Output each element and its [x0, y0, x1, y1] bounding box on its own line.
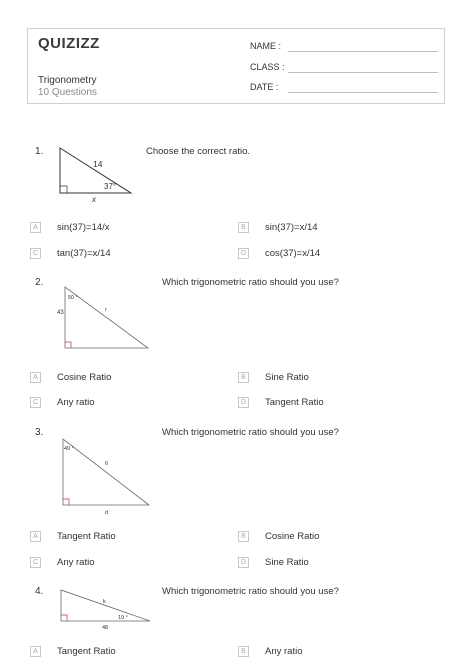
- question-text: Which trigonometric ratio should you use?: [162, 586, 339, 597]
- triangle-figure: [57, 285, 155, 355]
- option-text: sin(37)=x/14: [265, 222, 318, 233]
- name-field[interactable]: [250, 41, 286, 51]
- class-label: CLASS :: [250, 62, 285, 72]
- option-text: cos(37)=x/14: [265, 248, 321, 259]
- option-text: Sine Ratio: [265, 557, 309, 568]
- option-letter-box: A: [30, 646, 41, 657]
- option-text: Cosine Ratio: [57, 372, 112, 383]
- figure-hyp-label: r: [105, 307, 107, 313]
- worksheet-title: Trigonometry: [38, 75, 97, 86]
- figure-angle-label: 19 °: [118, 615, 128, 621]
- triangle-figure: [55, 145, 135, 205]
- date-field[interactable]: [250, 82, 286, 92]
- quizizz-logo: QUIZIZZ: [38, 35, 100, 52]
- date-label: DATE :: [250, 82, 279, 92]
- option-letter-box: B: [238, 222, 249, 233]
- option-letter-box: A: [30, 531, 41, 542]
- question-text: Which trigonometric ratio should you use?: [162, 427, 339, 438]
- worksheet-header: [27, 28, 445, 104]
- option-letter-box: C: [30, 397, 41, 408]
- question-count: 10 Questions: [38, 87, 97, 98]
- option-letter-box: B: [238, 372, 249, 383]
- option-letter-box: A: [30, 372, 41, 383]
- figure-base-label: x: [92, 195, 96, 204]
- option-text: Tangent Ratio: [57, 646, 116, 657]
- question-number: 3.: [35, 427, 44, 438]
- option-letter-box: B: [238, 531, 249, 542]
- option-letter-box: B: [238, 646, 249, 657]
- option-text: Cosine Ratio: [265, 531, 320, 542]
- option-text: Sine Ratio: [265, 372, 309, 383]
- option-text: Any ratio: [57, 557, 95, 568]
- option-letter-box: D: [238, 557, 249, 568]
- figure-hyp-label: 6: [105, 461, 109, 467]
- figure-angle-label: 50 °: [68, 295, 78, 301]
- option-text: Any ratio: [265, 646, 303, 657]
- class-line[interactable]: [288, 72, 438, 73]
- option-text: Tangent Ratio: [265, 397, 324, 408]
- question-number: 1.: [35, 146, 44, 157]
- question-text: Which trigonometric ratio should you use?: [162, 277, 339, 288]
- question-number: 2.: [35, 277, 44, 288]
- option-text: sin(37)=14/x: [57, 222, 110, 233]
- figure-angle-label: 37°: [104, 182, 117, 191]
- triangle-figure: [58, 588, 158, 633]
- figure-hyp-label: k: [103, 599, 106, 605]
- figure-base-label: 48: [102, 625, 109, 631]
- triangle-figure: [58, 437, 153, 517]
- class-field[interactable]: [250, 62, 286, 72]
- option-letter-box: C: [30, 557, 41, 568]
- figure-hyp-label: 14: [93, 159, 103, 169]
- question-number: 4.: [35, 586, 44, 597]
- option-letter-box: D: [238, 248, 249, 259]
- figure-base-label: d: [105, 510, 109, 516]
- figure-side-label: 43: [57, 310, 64, 316]
- question-text: Choose the correct ratio.: [146, 146, 251, 157]
- option-text: Tangent Ratio: [57, 531, 116, 542]
- figure-angle-label: 49 °: [64, 446, 74, 452]
- date-line[interactable]: [288, 92, 438, 93]
- option-letter-box: A: [30, 222, 41, 233]
- name-line[interactable]: [288, 51, 438, 52]
- name-label: NAME :: [250, 41, 282, 51]
- option-letter-box: C: [30, 248, 41, 259]
- option-text: tan(37)=x/14: [57, 248, 111, 259]
- option-letter-box: D: [238, 397, 249, 408]
- option-text: Any ratio: [57, 397, 95, 408]
